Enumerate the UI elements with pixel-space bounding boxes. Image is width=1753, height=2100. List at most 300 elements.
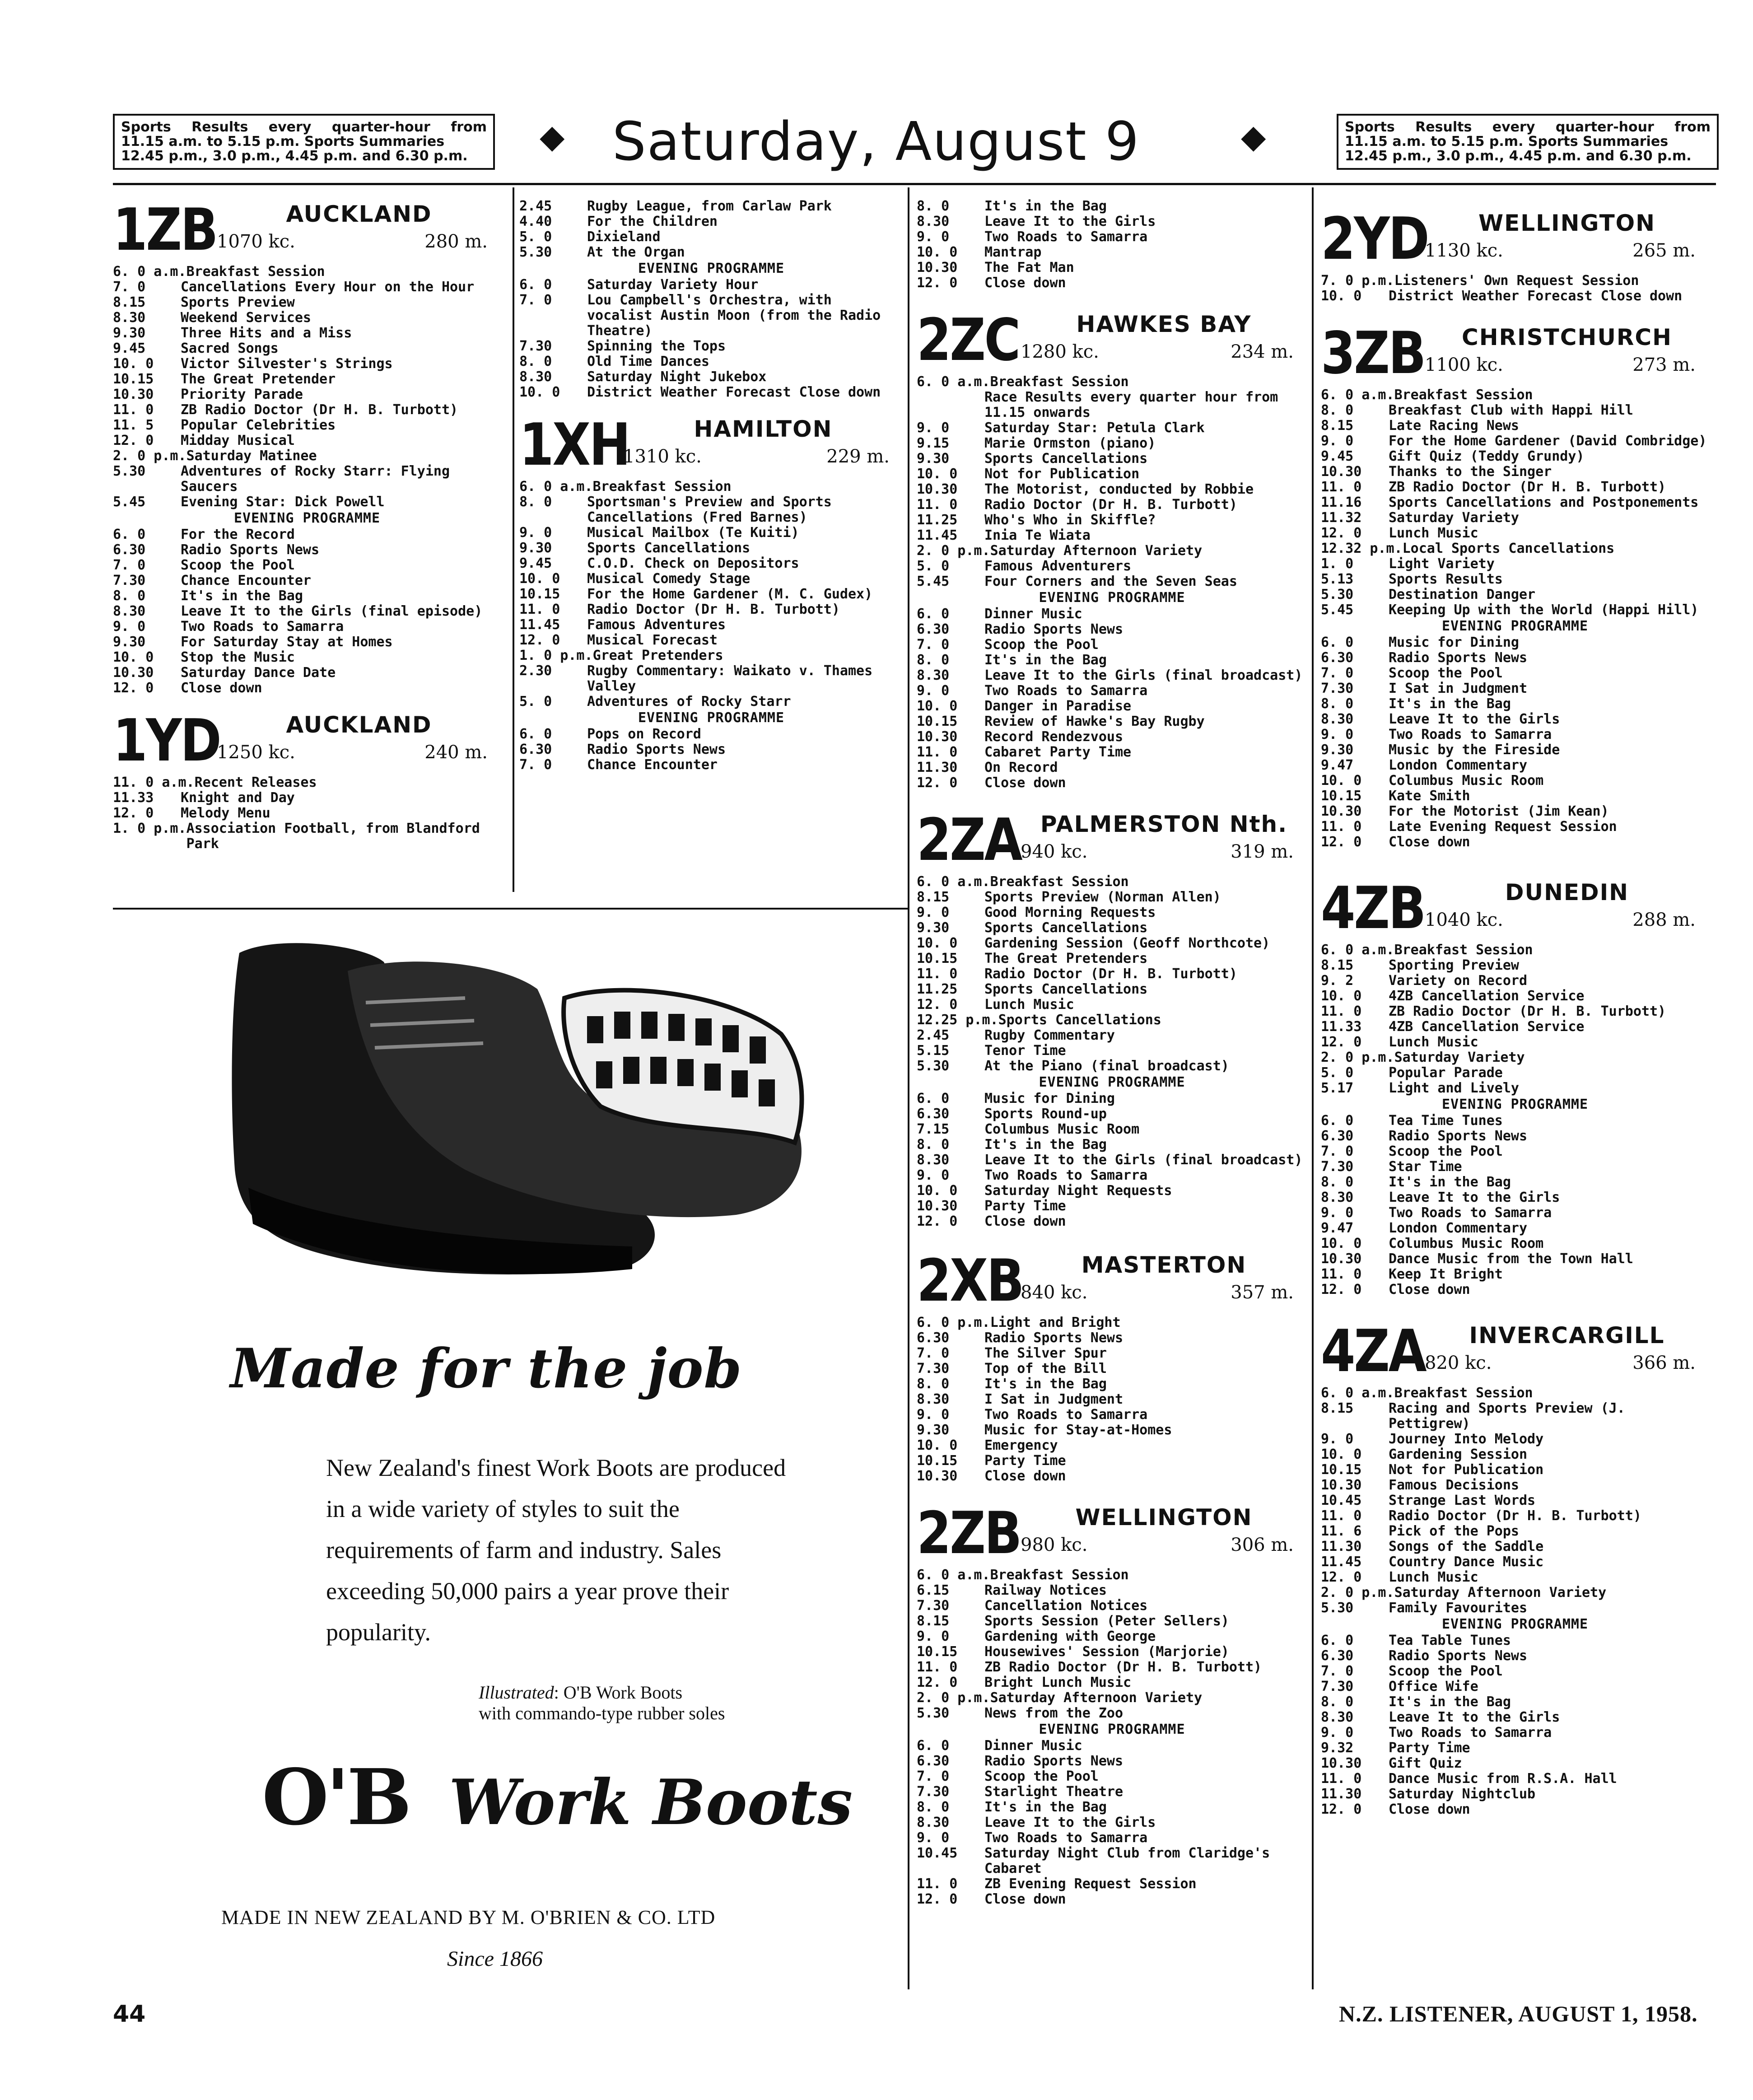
- programme-time: 11. 6: [1321, 1523, 1362, 1539]
- programme-time: 6.30: [917, 1330, 950, 1346]
- programme-time: 7.15: [917, 1121, 950, 1137]
- programme-title: Radio Sports News: [1389, 650, 1528, 666]
- programme-row: [917, 1644, 1307, 1660]
- programme-title: Lou Campbell's Orchestra, with vocalist Austin Moon (from the Radio Theatre): [587, 292, 881, 339]
- programme-time: 9. 0: [113, 619, 146, 635]
- programme-time: 6.30: [1321, 1128, 1354, 1144]
- programme-title: Saturday Variety: [1389, 510, 1519, 526]
- programme-title: It's in the Bag: [1389, 696, 1511, 712]
- evening-programme-heading: EVENING PROGRAMME: [1039, 1722, 1185, 1737]
- programme-title: Dance Music from R.S.A. Hall: [1389, 1771, 1617, 1787]
- programme-title: Two Roads to Samarra: [984, 1167, 1148, 1183]
- programme-row: [1321, 1190, 1709, 1205]
- programme-title: Saturday Variety Hour: [587, 277, 759, 293]
- programme-row: [1321, 1267, 1709, 1282]
- programme-row: [1321, 418, 1709, 434]
- programme-row: [1321, 1035, 1709, 1050]
- programme-title: Two Roads to Samarra: [1389, 1725, 1552, 1741]
- programme-row: [1321, 789, 1709, 804]
- evening-programme-heading: EVENING PROGRAMME: [638, 710, 785, 726]
- programme-title: Columbus Music Room: [1389, 773, 1544, 789]
- programme-time: 8.30: [917, 1391, 950, 1407]
- programme-time: 11.32: [1321, 510, 1362, 526]
- programme-row: [1321, 1282, 1709, 1297]
- programme-title: Chance Encounter: [587, 757, 718, 773]
- programme-row: [113, 619, 501, 635]
- programme-title: ZB Radio Doctor (Dr H. B. Turbott): [1389, 1003, 1666, 1019]
- programme-time: 1. 0: [1321, 556, 1354, 572]
- programme-title: Radio Sports News: [984, 621, 1124, 637]
- programme-title: Lunch Music: [1389, 1569, 1478, 1585]
- station-1xh: [519, 411, 903, 773]
- station-city: WELLINGTON: [1478, 210, 1656, 236]
- programme-title: It's in the Bag: [1389, 1694, 1511, 1710]
- programme-row: [917, 997, 1307, 1013]
- ad-top-rule: [113, 908, 908, 910]
- station-header: [917, 1502, 1307, 1568]
- programme-time: 2. 0 p.m.: [917, 1690, 990, 1706]
- programme-title: Sports Preview (Norman Allen): [984, 889, 1221, 905]
- programme-row: [917, 1137, 1307, 1153]
- programme-title: Rugby Commentary: [984, 1027, 1115, 1043]
- programme-time: 6. 0 a.m.: [917, 1567, 990, 1583]
- programme-time: 2. 0 p.m.: [113, 448, 186, 464]
- station-2yd-continued: [917, 199, 1307, 291]
- column-rule: [513, 187, 514, 892]
- programme-time: 6. 0: [917, 1091, 950, 1106]
- programme-row: [519, 727, 903, 742]
- programme-time: 9.15: [917, 435, 950, 451]
- programme-time: 10.15: [917, 951, 958, 966]
- programme-time: 9. 0: [1321, 727, 1354, 742]
- programme-title: Family Favourites: [1389, 1600, 1528, 1616]
- programme-title: Not for Publication: [984, 466, 1140, 482]
- programme-row: [1321, 1129, 1709, 1144]
- programme-time: 8. 0: [917, 1137, 950, 1153]
- station-4za: [1321, 1320, 1709, 1817]
- programme-title: Tea Table Tunes: [1389, 1633, 1511, 1648]
- programme-row: [1321, 1601, 1709, 1616]
- programme-time: 2.45: [917, 1027, 950, 1043]
- programme-row: [1321, 1787, 1709, 1802]
- programme-title: The Motorist, conducted by Robbie: [984, 481, 1254, 497]
- call-sign: 2ZC: [917, 307, 1019, 374]
- spacer: [1321, 1297, 1709, 1320]
- programme-title: Sportsman's Preview and Sports Cancellations (Fred Barnes): [587, 494, 832, 525]
- station-1zb-continued: [519, 199, 903, 400]
- programme-row: [519, 339, 903, 354]
- programme-time: 10. 0: [917, 1437, 958, 1453]
- programme-row: [917, 390, 1307, 420]
- programme-title: Who's Who in Skiffle?: [984, 512, 1156, 528]
- programme-row: [1321, 273, 1709, 289]
- programme-row: [917, 966, 1307, 982]
- programme-time: 10.15: [917, 1644, 958, 1660]
- programme-title: Columbus Music Room: [1389, 1236, 1544, 1251]
- programme-time: 1. 0 p.m.: [113, 821, 186, 836]
- programme-title: Radio Sports News: [984, 1753, 1124, 1769]
- programme-time: 10.30: [917, 1468, 958, 1484]
- programme-row: [1321, 572, 1709, 587]
- programme-row: [113, 356, 501, 372]
- programme-row: [1321, 1205, 1709, 1221]
- diamond-ornament-icon: ◆: [540, 117, 565, 155]
- programme-row: [917, 260, 1307, 275]
- programme-list: [1321, 1386, 1709, 1817]
- programme-title: Evening Star: Dick Powell: [181, 494, 385, 510]
- station-frequency: 840 kc.: [1021, 1282, 1088, 1303]
- programme-time: 10. 0: [1321, 988, 1362, 1004]
- spacer: [917, 1484, 1307, 1502]
- programme-time: 10. 0: [917, 466, 958, 482]
- programme-time: 8. 0: [519, 494, 552, 510]
- programme-row: [113, 372, 501, 387]
- programme-row: [519, 571, 903, 587]
- programme-title: Rugby League, from Carlaw Park: [587, 199, 832, 214]
- programme-row: [917, 1738, 1307, 1754]
- sports-notice-left: Sports Results every quarter-hour from 11.15 a.m. to 5.15 p.m. Sports Summaries 12.45 p.m., 3.0 p.m., 4.45 p.m. and 6.30 p.m.: [113, 114, 495, 170]
- programme-row: [1321, 1175, 1709, 1190]
- programme-time: 6.30: [113, 542, 146, 558]
- station-1yd: [113, 709, 501, 852]
- programme-title: Radio Sports News: [181, 542, 320, 558]
- notice-line-1: Sports Results every quarter-hour from: [1345, 119, 1711, 135]
- programme-row: [917, 729, 1307, 745]
- programme-title: Journey Into Melody: [1389, 1431, 1544, 1447]
- programme-row: [113, 295, 501, 310]
- programme-time: 6.30: [917, 621, 950, 637]
- programme-time: 12. 0: [917, 997, 958, 1013]
- programme-time: 10.30: [917, 260, 958, 275]
- programme-row: [917, 574, 1307, 589]
- programme-time: 5.13: [1321, 571, 1354, 587]
- programme-row: [519, 479, 903, 495]
- spacer: [1321, 850, 1709, 877]
- programme-row: [917, 543, 1307, 559]
- programme-title: News from the Zoo: [984, 1705, 1124, 1721]
- station-frequency: 1310 kc.: [623, 446, 702, 467]
- programme-time: 9. 0: [917, 1167, 950, 1183]
- spacer: [917, 791, 1307, 809]
- programme-row: [519, 541, 903, 556]
- programme-title: C.O.D. Check on Depositors: [587, 555, 799, 571]
- programme-title: Keep It Bright: [1389, 1266, 1503, 1282]
- programme-time: 10. 0: [519, 571, 560, 587]
- programme-title: Light and Bright: [990, 1315, 1121, 1330]
- call-sign: 4ZB: [1321, 875, 1425, 942]
- programme-row: [917, 1091, 1307, 1106]
- programme-title: It's in the Bag: [1389, 1174, 1511, 1190]
- programme-row: [1321, 696, 1709, 712]
- programme-row: [917, 1830, 1307, 1846]
- programme-title: ZB Evening Request Session: [984, 1876, 1197, 1892]
- evening-programme-heading: EVENING PROGRAMME: [638, 261, 785, 276]
- programme-title: Review of Hawke's Bay Rugby: [984, 714, 1205, 729]
- programme-time: 11. 0: [917, 1659, 958, 1675]
- programme-list: [917, 874, 1307, 1229]
- programme-time: 12. 0: [1321, 834, 1362, 850]
- programme-time: 11. 0: [1321, 1003, 1362, 1019]
- programme-time: 10.45: [917, 1845, 958, 1861]
- programme-time: 7. 0: [1321, 1663, 1354, 1679]
- programme-title: Scoop the Pool: [984, 637, 1099, 653]
- programme-title: Priority Parade: [181, 387, 303, 402]
- programme-time: 9. 0: [519, 525, 552, 541]
- programme-time: 5.30: [917, 1058, 950, 1074]
- programme-title: Famous Decisions: [1389, 1477, 1519, 1493]
- call-sign: 2YD: [1321, 208, 1428, 273]
- programme-time: 10.15: [917, 714, 958, 729]
- header-rule: [113, 183, 1716, 185]
- programme-row: [917, 1568, 1307, 1583]
- programme-row: [917, 1815, 1307, 1830]
- station-wavelength: 234 m.: [1231, 341, 1294, 362]
- station-city: INVERCARGILL: [1469, 1322, 1665, 1349]
- programme-time: 5. 0: [1321, 1065, 1354, 1081]
- programme-row: [1321, 1386, 1709, 1401]
- programme-title: Cabaret Party Time: [984, 744, 1132, 760]
- programme-time: 10. 0: [917, 935, 958, 951]
- programme-row: [519, 694, 903, 709]
- evening-programme-heading: EVENING PROGRAMME: [233, 510, 381, 526]
- programme-time: 12. 0: [519, 632, 560, 648]
- programme-time: 6. 0: [519, 277, 552, 293]
- programme-list: [519, 199, 903, 400]
- programme-title: Leave It to the Girls: [1389, 711, 1560, 727]
- programme-title: Saturday Afternoon Variety: [990, 543, 1203, 559]
- programme-title: Cancellation Notices: [984, 1598, 1148, 1614]
- programme-time: 5.30: [519, 244, 552, 260]
- programme-time: 12.25 p.m.: [917, 1012, 998, 1028]
- station-wavelength: 265 m.: [1632, 240, 1696, 261]
- programme-row: [917, 420, 1307, 436]
- station-2yd: [1321, 208, 1709, 304]
- programme-row: [113, 280, 501, 295]
- station-frequency: 820 kc.: [1425, 1353, 1492, 1373]
- programme-row: [917, 1377, 1307, 1392]
- programme-time: 10.30: [1321, 1477, 1362, 1493]
- programme-title: Breakfast Club with Happi Hill: [1389, 402, 1633, 418]
- call-sign: 1ZB: [113, 199, 217, 264]
- programme-title: Leave It to the Girls: [984, 214, 1156, 229]
- programme-row: [1321, 819, 1709, 835]
- programme-row: [917, 622, 1307, 637]
- programme-row: [917, 1846, 1307, 1876]
- programme-time: 10. 0: [917, 244, 958, 260]
- programme-title: Dixieland: [587, 229, 661, 245]
- programme-row: [917, 1199, 1307, 1214]
- programme-time: 8.15: [113, 294, 146, 310]
- programme-row: [1321, 1113, 1709, 1129]
- programme-row: [917, 1876, 1307, 1892]
- station-city: CHRISTCHURCH: [1462, 324, 1672, 350]
- programme-time: 11. 0: [1321, 1771, 1362, 1787]
- programme-title: London Commentary: [1389, 757, 1528, 773]
- programme-time: 7.30: [113, 573, 146, 588]
- programme-time: 11.30: [1321, 1786, 1362, 1802]
- programme-time: 12. 0: [1321, 525, 1362, 541]
- ad-body-text: New Zealand's finest Work Boots are produced in a wide variety of styles to suit the requirements of farm and industry. Sales exceeding 50,000 pairs a year prove their popularity.: [326, 1454, 786, 1646]
- programme-title: Breakfast Session: [1394, 942, 1533, 958]
- programme-title: Pick of the Pops: [1389, 1523, 1519, 1539]
- programme-row: [1321, 1570, 1709, 1585]
- station-frequency: 1250 kc.: [217, 742, 295, 763]
- programme-time: 10. 0: [1321, 1236, 1362, 1251]
- programme-row: [1321, 480, 1709, 495]
- programme-time: 11.45: [519, 617, 560, 633]
- call-sign: 2ZA: [917, 807, 1021, 874]
- programme-title: Two Roads to Samarra: [984, 683, 1148, 699]
- programme-row: [917, 1059, 1307, 1074]
- programme-row: [1321, 681, 1709, 696]
- programme-row: [113, 790, 501, 806]
- programme-row: [113, 806, 501, 821]
- programme-row: [113, 527, 501, 542]
- programme-row: [917, 890, 1307, 905]
- station-frequency: 1130 kc.: [1425, 240, 1503, 261]
- programme-time: 8.30: [917, 1815, 950, 1830]
- programme-time: 2. 0 p.m.: [1321, 1585, 1394, 1601]
- programme-row: [519, 602, 903, 617]
- programme-title: Saturday Night Club from Claridge's Cabaret: [984, 1845, 1270, 1876]
- programme-row: [917, 920, 1307, 936]
- programme-row: [917, 1043, 1307, 1059]
- programme-row: [917, 229, 1307, 245]
- programme-time: 8. 0: [917, 1376, 950, 1392]
- programme-time: 6. 0: [113, 527, 146, 542]
- programme-row: [917, 1690, 1307, 1706]
- programme-title: Radio Sports News: [984, 1330, 1124, 1346]
- programme-title: Stop the Music: [181, 649, 295, 665]
- programme-title: Scoop the Pool: [984, 1769, 1099, 1784]
- programme-time: 9. 0: [1321, 1725, 1354, 1741]
- programme-row: [1321, 1478, 1709, 1493]
- programme-row: [1321, 556, 1709, 572]
- programme-time: 11. 0: [917, 744, 958, 760]
- programme-row: [917, 1675, 1307, 1690]
- programme-time: 11. 0: [1321, 479, 1362, 495]
- programme-time: 10.30: [1321, 464, 1362, 480]
- programme-row: [917, 1106, 1307, 1122]
- programme-title: Rugby Commentary: Waikato v. Thames Valley: [587, 663, 873, 694]
- programme-time: 6. 0: [1321, 1633, 1354, 1648]
- programme-time: 8.30: [1321, 1709, 1354, 1725]
- programme-title: Sports Session (Peter Sellers): [984, 1613, 1229, 1629]
- programme-row: [113, 418, 501, 433]
- programme-time: 5.30: [113, 463, 146, 479]
- notice-line-1: Sports Results every quarter-hour from: [121, 119, 487, 135]
- programme-row: [1321, 666, 1709, 681]
- station-frequency: 980 kc.: [1021, 1535, 1088, 1555]
- programme-title: Radio Sports News: [1389, 1128, 1528, 1144]
- programme-time: 7. 0: [519, 292, 552, 308]
- programme-row: [917, 1438, 1307, 1453]
- programme-row: [1321, 1756, 1709, 1771]
- programme-title: Sports Results: [1389, 571, 1503, 587]
- programme-title: Saturday Matinee: [186, 448, 317, 464]
- programme-time: 10.30: [1321, 803, 1362, 819]
- programme-row: [519, 385, 903, 400]
- programme-row: [1321, 602, 1709, 618]
- programme-time: 6. 0 a.m.: [1321, 1385, 1394, 1401]
- programme-title: Victor Silvester's Strings: [181, 356, 393, 372]
- programme-title: For the Home Gardener (M. C. Gudex): [587, 586, 873, 602]
- programme-row: [1321, 1554, 1709, 1570]
- programme-row: [1321, 289, 1709, 304]
- programme-time: 5. 0: [519, 694, 552, 709]
- programme-time: 5.30: [917, 1705, 950, 1721]
- programme-title: Breakfast Session: [1394, 387, 1533, 403]
- programme-title: For the Children: [587, 214, 718, 229]
- programme-title: Local Sports Cancellations: [1402, 541, 1615, 556]
- station-frequency: 940 kc.: [1021, 841, 1088, 862]
- programme-time: 9.30: [917, 920, 950, 936]
- programme-time: 11. 0: [917, 966, 958, 982]
- programme-row: [1321, 773, 1709, 789]
- station-wavelength: 288 m.: [1632, 910, 1696, 930]
- programme-time: 12. 0: [113, 433, 154, 448]
- programme-row: [1321, 1004, 1709, 1019]
- programme-title: Star Time: [1389, 1159, 1462, 1175]
- programme-time: 10. 0: [519, 384, 560, 400]
- programme-title: Top of the Bill: [984, 1361, 1107, 1377]
- call-sign: 4ZA: [1321, 1318, 1426, 1385]
- programme-row: [1321, 1401, 1709, 1432]
- programme-title: Kate Smith: [1389, 788, 1470, 804]
- programme-title: Party Time: [984, 1453, 1066, 1469]
- programme-title: For the Record: [181, 527, 295, 542]
- programme-title: Tenor Time: [984, 1043, 1066, 1059]
- programme-title: Musical Comedy Stage: [587, 571, 751, 587]
- programme-time: 9. 0: [917, 683, 950, 699]
- programme-row: [1321, 1081, 1709, 1096]
- programme-row: [1321, 1050, 1709, 1065]
- programme-time: 8. 0: [917, 1799, 950, 1815]
- programme-time: 11. 0: [917, 497, 958, 513]
- programme-time: 10.15: [1321, 788, 1362, 804]
- programme-row: [113, 588, 501, 604]
- station-frequency: 1280 kc.: [1021, 341, 1099, 362]
- programme-time: 10. 0: [113, 356, 154, 372]
- programme-row: [917, 982, 1307, 997]
- programme-row: [113, 495, 501, 510]
- programme-row: [917, 1769, 1307, 1784]
- programme-time: 6.15: [917, 1582, 950, 1598]
- programme-list: [1321, 387, 1709, 850]
- programme-row: [1321, 1221, 1709, 1236]
- programme-title: Old Time Dances: [587, 354, 709, 369]
- programme-row: [917, 1183, 1307, 1199]
- station-header: [1321, 208, 1709, 273]
- programme-time: 11. 0: [1321, 1266, 1362, 1282]
- programme-row: [1321, 1741, 1709, 1756]
- programme-row: [1321, 1585, 1709, 1601]
- programme-time: 5.45: [113, 494, 146, 510]
- programme-title: Breakfast Session: [186, 264, 325, 280]
- programme-title: Close down: [984, 275, 1066, 291]
- programme-time: 12. 0: [1321, 1569, 1362, 1585]
- programme-row: [113, 326, 501, 341]
- programme-title: It's in the Bag: [984, 652, 1107, 668]
- programme-title: Lunch Music: [1389, 525, 1478, 541]
- programme-title: Record Rendezvous: [984, 729, 1124, 745]
- programme-title: Saturday Dance Date: [181, 665, 336, 681]
- station-header: [1321, 877, 1709, 943]
- programme-time: 11.33: [113, 790, 154, 806]
- programme-row: [1321, 434, 1709, 449]
- programme-time: 6. 0 p.m.: [917, 1315, 990, 1330]
- programme-time: 10.45: [1321, 1493, 1362, 1508]
